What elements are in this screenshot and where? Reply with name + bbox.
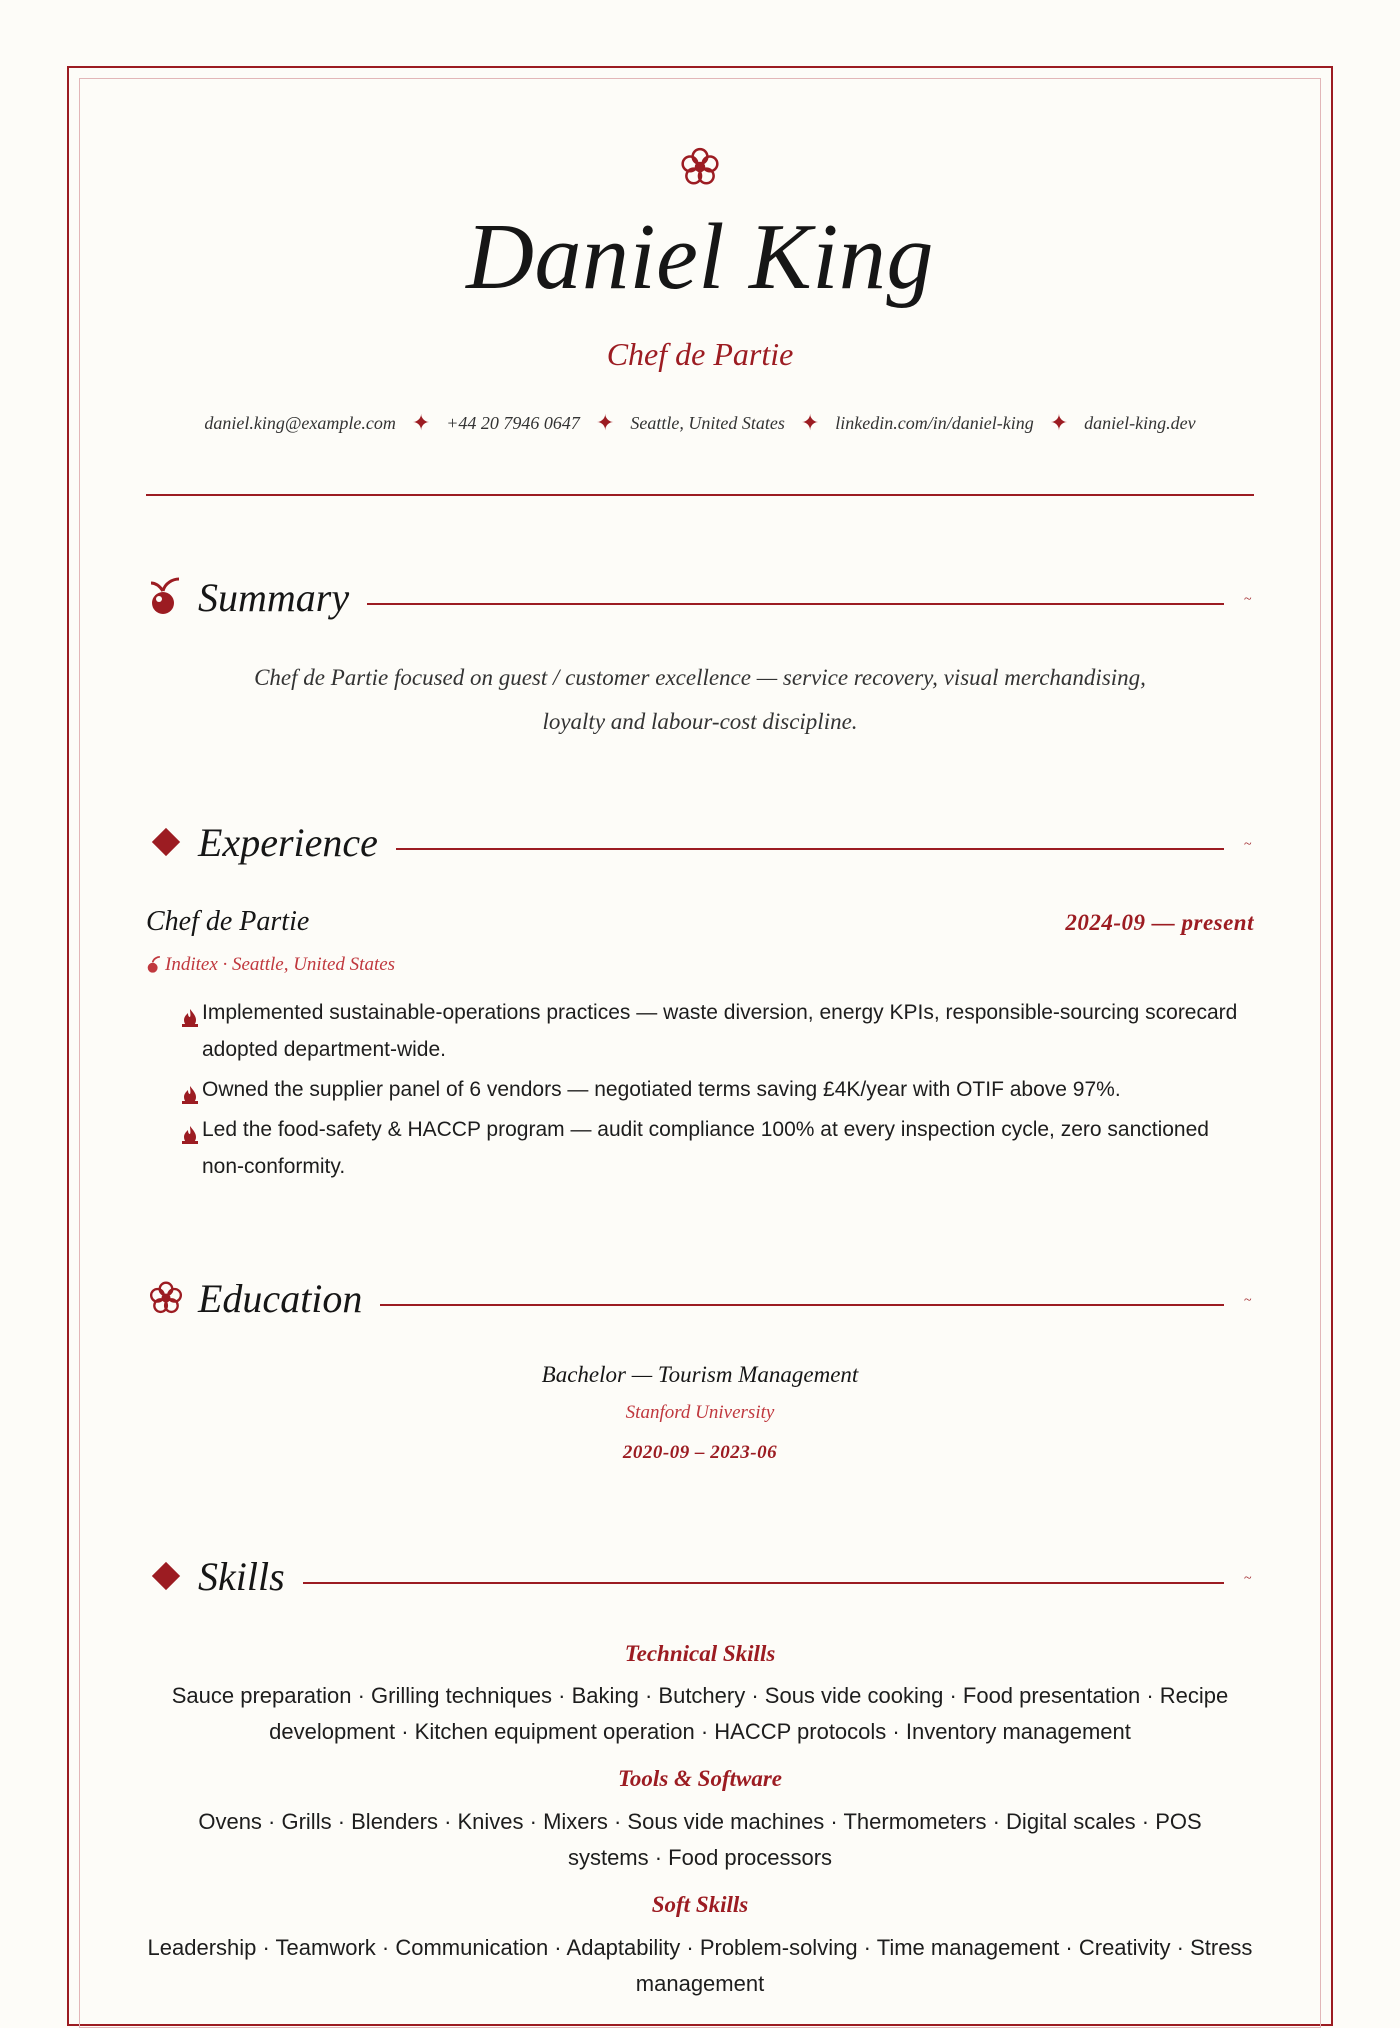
job-dates: 2024-09 — present <box>1065 910 1254 935</box>
education-school: Stanford University <box>625 1402 775 1423</box>
skills-list-soft: Leadership · Teamwork · Communication · Adaptability · Problem-solving · Time management · Creativity · Stress management <box>147 1935 1253 1996</box>
section-title: Education <box>198 1275 363 1321</box>
section-rule <box>396 848 1224 850</box>
section-title: Experience <box>198 819 378 865</box>
section-rule <box>367 603 1224 605</box>
section-title: Skills <box>198 1553 285 1599</box>
summary-text: Chef de Partie focused on guest / customer excellence — service recovery, visual merchandising, loyalty and labour-cost discipline. <box>254 665 1146 734</box>
star-separator-icon: ✦ <box>595 410 615 435</box>
contact-linkedin[interactable]: linkedin.com/in/daniel-king <box>835 412 1034 433</box>
skills-group-title-technical: Technical Skills <box>624 1641 776 1666</box>
section-header-skills <box>146 1548 1254 1604</box>
candidate-title: Chef de Partie <box>606 336 794 372</box>
experience-bullets <box>180 994 1240 1188</box>
contact-location: Seattle, United States <box>630 412 785 433</box>
contact-line <box>146 410 1254 436</box>
cherry-icon <box>146 956 162 974</box>
list-item <box>180 1111 1240 1185</box>
cherry-icon <box>146 577 186 617</box>
header-divider <box>146 494 1254 496</box>
company-text: Inditex · Seattle, United States <box>165 954 396 975</box>
section-tilde: ~ <box>1244 1571 1252 1586</box>
list-item <box>180 1071 1240 1108</box>
contact-website[interactable]: daniel-king.dev <box>1084 412 1196 433</box>
diamond-icon <box>146 1556 186 1596</box>
education-degree: Bachelor — Tourism Management <box>541 1362 859 1387</box>
section-rule <box>303 1582 1224 1584</box>
skills-list-tools: Ovens · Grills · Blenders · Knives · Mixers · Sous vide machines · Thermometers · Digital scales · POS systems · Food processors <box>198 1809 1202 1870</box>
flame-icon <box>180 1003 200 1023</box>
section-header-education <box>146 1270 1254 1326</box>
bullet-text: Owned the supplier panel of 6 vendors — negotiated terms saving £4K/year with OTIF above 97%. <box>202 1078 1121 1101</box>
section-rule <box>380 1304 1224 1306</box>
star-separator-icon: ✦ <box>800 410 820 435</box>
resume-page <box>146 0 1254 1996</box>
flower-icon <box>146 1278 186 1318</box>
section-tilde: ~ <box>1244 592 1252 607</box>
section-title: Summary <box>198 574 350 620</box>
skills-group-title-soft: Soft Skills <box>651 1892 749 1917</box>
skills-group-title-tools: Tools & Software <box>617 1766 782 1791</box>
flame-icon <box>180 1080 200 1100</box>
section-tilde: ~ <box>1244 1293 1252 1308</box>
section-tilde: ~ <box>1244 837 1252 852</box>
skills-list-technical: Sauce preparation · Grilling techniques · Baking · Butchery · Sous vide cooking · Food presentation · Recipe development · Kitchen equipment operation · HACCP protocols · Inventory management <box>171 1683 1229 1744</box>
bullet-text: Led the food-safety & HACCP program — audit compliance 100% at every inspection cycle, zero sanctioned non-conformity. <box>202 1118 1209 1178</box>
candidate-name: Daniel King <box>466 205 934 309</box>
bullet-text: Implemented sustainable-operations practices — waste diversion, energy KPIs, responsible-sourcing scorecard adopted department-wide. <box>202 1001 1238 1061</box>
job-company <box>146 954 395 976</box>
contact-email[interactable]: daniel.king@example.com <box>204 412 396 433</box>
section-header-summary <box>146 569 1254 625</box>
contact-phone[interactable]: +44 20 7946 0647 <box>446 412 580 433</box>
education-dates: 2020-09 – 2023-06 <box>622 1442 778 1463</box>
flame-icon <box>180 1120 200 1140</box>
job-title: Chef de Partie <box>146 906 310 937</box>
section-header-experience <box>146 814 1254 870</box>
star-separator-icon: ✦ <box>1049 410 1069 435</box>
list-item <box>180 994 1240 1068</box>
diamond-icon <box>146 822 186 862</box>
star-separator-icon: ✦ <box>411 410 431 435</box>
flower-icon <box>146 146 1254 192</box>
